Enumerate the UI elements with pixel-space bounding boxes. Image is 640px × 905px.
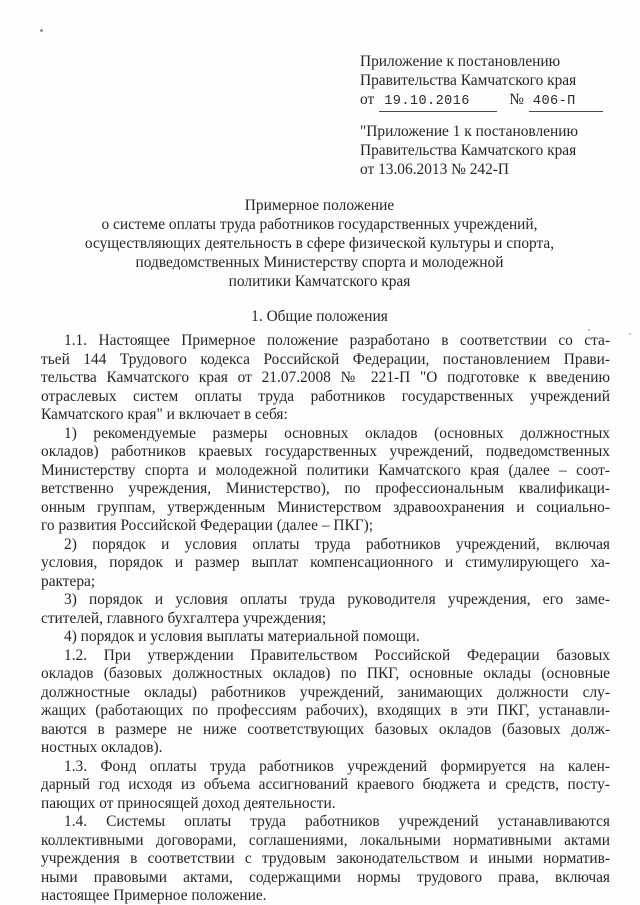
text-line: осуществляющих деятельность в сфере физической культуры и спорта,: [84, 235, 555, 252]
paragraph-item-4: [41, 628, 610, 647]
text-line: окладов (базовых должностных окладов) по ПКГ, основные оклады (основные: [41, 665, 610, 682]
text-line: настоящее Примерное положение.: [41, 887, 267, 904]
text-line: 1.2. При утверждении Правительством Российской Федерации базовых: [64, 646, 610, 664]
appendix-block: [360, 0, 610, 179]
text-line: 1.1. Настоящее Примерное положение разработано в соответствии со ста-: [64, 332, 610, 349]
scan-artifact-dot: [629, 333, 631, 335]
text-line: ностных окладов).: [41, 739, 163, 756]
document-content: [41, 0, 610, 905]
text-line: тьей 144 Трудового кодекса Российской Федерации, постановлением Прави-: [41, 350, 610, 368]
text-line: "Приложение 1 к постановлению: [360, 123, 578, 140]
text-line: коллективными договорами, соглашениями, локальными нормативными актами: [41, 831, 610, 849]
paragraph-1-1: [41, 332, 610, 425]
text-line: учреждения в соответствии с трудовым законодательством и иными норматив-: [41, 850, 610, 867]
paragraph-item-1: [41, 425, 610, 536]
text-line: политики Камчатского края: [228, 273, 411, 290]
text-line: дарный год исходя из объема ассигнований краевого бюджета и средств, посту-: [41, 776, 610, 793]
text-line: го развития Российской Федерации (далее – ПКГ);: [41, 517, 374, 534]
appendix-sub-block: [360, 122, 610, 179]
text-line: должностные оклады) работников учреждений, занимающих должности слу-: [41, 683, 610, 701]
text-line: ваются в размере не ниже соответствующих базовых окладов (базовых долж-: [41, 720, 610, 738]
text-line: онным группам, утвержденным Министерством здравоохранения и социально-: [41, 498, 610, 516]
text-line: 4) порядок и условия выплаты материальной помощи.: [64, 628, 420, 645]
appendix-lines: [360, 52, 610, 90]
text-line: условия, порядок и размер выплат компенсационного и стимулирующего ха-: [41, 554, 610, 571]
text-line: жащих (работающих по профессиям рабочих), входящих в эти ПКГ, устанавли-: [41, 702, 610, 719]
text-line: Приложение к постановлению: [360, 53, 561, 70]
text-line: окладов) работников краевых государственных учреждений, подведомственных: [41, 443, 610, 460]
paragraph-1-2: [41, 647, 610, 758]
text-line: 1) рекомендуемые размеры основных окладов (основных должностных: [64, 424, 610, 442]
text-line: о системе оплаты труда работников государственных учреждений,: [101, 216, 538, 233]
text-line: 1.4. Системы оплаты труда работников учреждений устанавливаются: [64, 813, 610, 830]
text-line: пающих от приносящей доход деятельности.: [41, 794, 336, 812]
text-line: отраслевых систем оплаты труда работников государственных учреждений: [41, 387, 610, 405]
text-line: рактера;: [41, 572, 96, 590]
text-line: Правительства Камчатского края: [360, 72, 577, 89]
text-line: ными правовыми актами, содержащими нормы трудового права, включая: [41, 868, 610, 886]
text-line: тельства Камчатского края от 21.07.2008 № 221-П "О подготовке к введению: [41, 369, 610, 386]
document-body: [41, 332, 610, 905]
text-line: 2) порядок и условия оплаты труда работников учреждений, включая: [64, 535, 610, 553]
text-line: Правительства Камчатского края: [360, 142, 577, 159]
text-line: Камчатского края" и включает в себя:: [41, 406, 288, 423]
section-heading: 1. Общие положения: [251, 308, 388, 325]
from-label: от: [360, 91, 375, 108]
text-line: Примерное положение: [244, 197, 395, 214]
appendix-from-line: [360, 90, 610, 109]
paragraph-item-3: [41, 591, 610, 628]
text-line: Министерству спорта и молодежной политики Камчатского края (далее – соот-: [41, 461, 610, 479]
text-line: 1.3. Фонд оплаты труда работников учреждений формируется на кален-: [64, 757, 610, 775]
paragraph-1-4: [41, 813, 610, 905]
text-line: подведомственных Министерству спорта и молодежной: [135, 254, 504, 271]
text-line: ветственно учреждения, Министерство), по профессиональным квалификаци-: [41, 480, 610, 497]
number-sign-label: №: [509, 91, 524, 108]
text-line: 3) порядок и условия оплаты труда руководителя учреждения, его заме-: [64, 591, 610, 608]
paragraph-1-3: [41, 758, 610, 814]
paragraph-item-2: [41, 536, 610, 592]
date-underline-field: 19.10.2016: [379, 92, 497, 112]
document-title: [41, 196, 610, 291]
text-line: от 13.06.2013 № 242-П: [360, 161, 510, 178]
text-line: стителей, главного бухгалтера учреждения;: [41, 609, 327, 627]
number-underline-field: 406-П: [529, 92, 603, 112]
